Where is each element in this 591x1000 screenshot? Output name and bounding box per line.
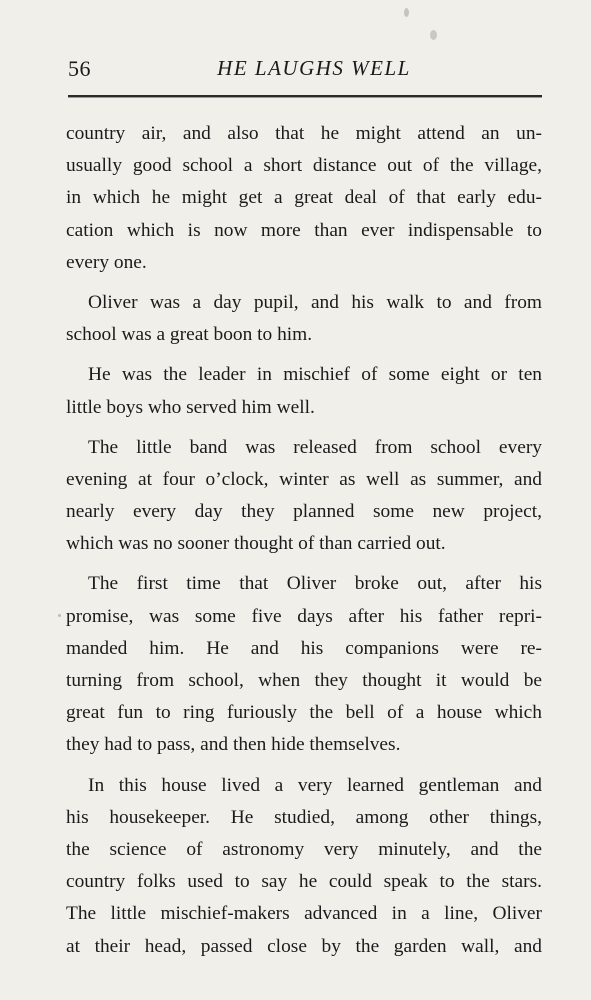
paragraph (66, 770, 542, 963)
print-speck (430, 30, 437, 40)
print-speck (58, 614, 61, 617)
text-line: The first time that Oliver broke out, after his (88, 573, 542, 595)
text-line: country folks used to say he could speak to the stars. (66, 871, 542, 893)
text-line: every one. (66, 251, 147, 273)
text-line: school was a great boon to him. (66, 324, 313, 346)
paragraph (66, 568, 542, 761)
text-line: at their head, passed close by the garden wall, and (66, 935, 542, 957)
text-line: evening at four o’clock, winter as well as summer, and (66, 468, 542, 490)
running-head: HE LAUGHS WELL (217, 56, 411, 80)
paragraph (66, 432, 542, 561)
print-speck (404, 8, 409, 17)
page-number: 56 (68, 56, 91, 81)
paragraph (66, 287, 542, 351)
text-line: great fun to ring furiously the bell of a house which (66, 702, 542, 724)
text-line: He was the leader in mischief of some eight or ten (88, 364, 542, 386)
text-line: turning from school, when they thought it would be (66, 670, 542, 691)
text-line: his housekeeper. He studied, among other things, (66, 806, 542, 828)
text-line: manded him. He and his companions were re- (66, 637, 542, 659)
text-line: In this house lived a very learned gentleman and (88, 774, 542, 796)
text-line: promise, was some five days after his father repri- (66, 605, 542, 627)
text-line: country air, and also that he might attend an un- (66, 123, 542, 144)
text-line: which was no sooner thought of than carried out. (66, 533, 446, 555)
paragraph (66, 359, 542, 423)
paragraph (66, 118, 542, 279)
text-line: in which he might get a great deal of that early edu- (66, 187, 542, 209)
text-line: little boys who served him well. (66, 396, 315, 418)
page-header (68, 56, 542, 88)
header-rule (68, 95, 542, 97)
text-line: they had to pass, and then hide themselves. (66, 734, 401, 756)
text-line: nearly every day they planned some new project, (66, 501, 542, 523)
text-line: cation which is now more than ever indispensable to (66, 219, 542, 241)
text-line: The little mischief-makers advanced in a line, Oliver (66, 903, 542, 925)
body-text (66, 118, 542, 971)
text-line: usually good school a short distance out of the village, (66, 155, 542, 177)
text-line: Oliver was a day pupil, and his walk to and from (88, 291, 542, 313)
text-line: the science of astronomy very minutely, and the (66, 838, 542, 860)
text-line: The little band was released from school every (88, 436, 542, 458)
